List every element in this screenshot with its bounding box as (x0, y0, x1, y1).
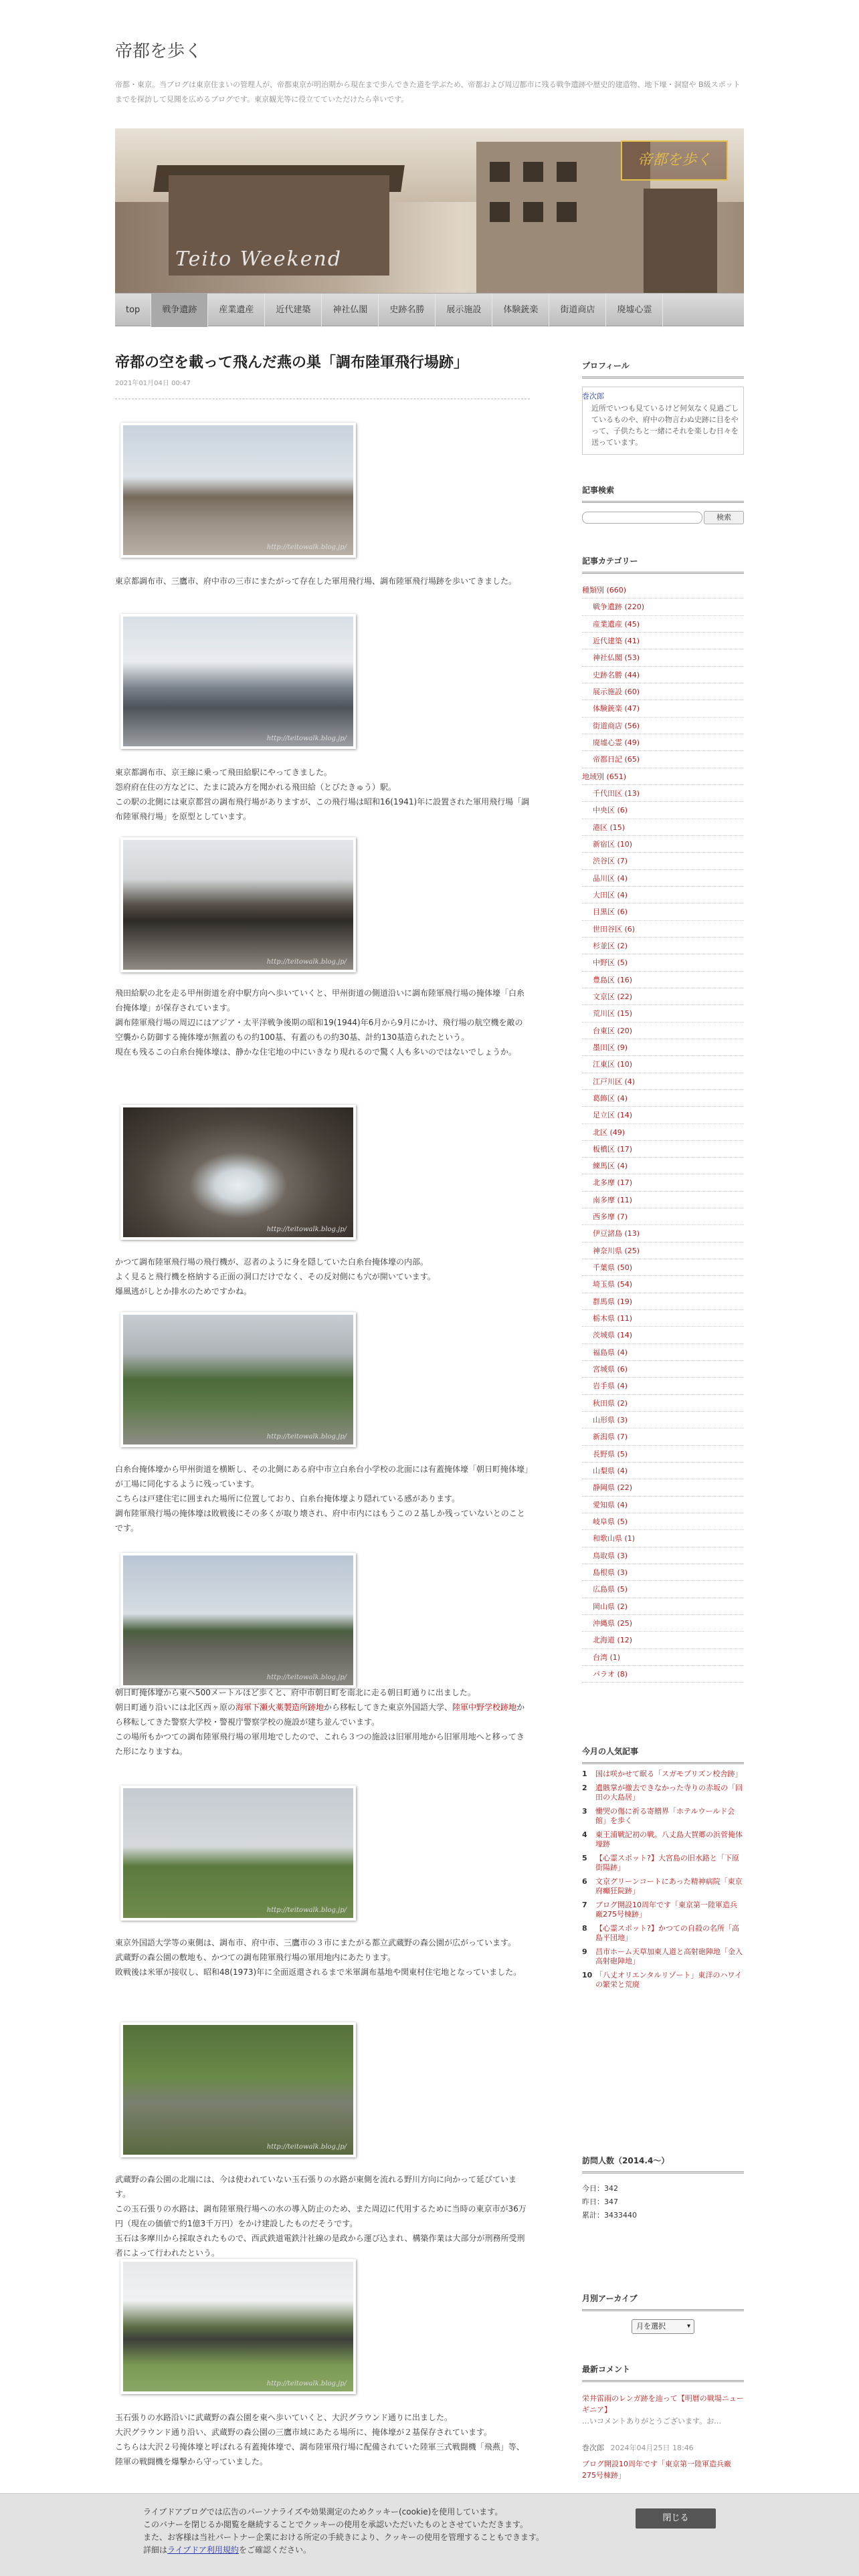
post-photo-2[interactable] (120, 614, 356, 749)
popular-item[interactable]: 2 遺骸掌が撤去できなかった寺りの赤坂の「回田の大島居」 (582, 1784, 743, 1802)
cookie-text: ライブドアブログでは広告のパーソナライズや効果測定のためクッキー(cookie)を使用しています。 このバナーを閉じるか閲覧を継続することでクッキーの使用を承認いただいたものとさせていただきます。 また、お客様は当社パートナー企業における所定の手続きにより、クッキーの使用を管理することもできます。 詳細はライブドア利用規約をご確認ください。 (143, 2507, 545, 2555)
popular-heading: 今月の人気記事 (582, 1745, 744, 1764)
photo-watermark: http://teitowalk.blog.jp/ (266, 1433, 347, 1440)
post-paragraph-7: 東京外国語大学等の東側は、調布市、府中市、三鷹市の３市にまたがる都立武蔵野の森公園が広がっています。 武蔵野の森公園の敷地も、かつての調布陸軍飛行場の軍用地内にあたります。 敗戦後は米軍が接収し、昭和48(1973)年に全面返還されるまで米軍調布基地や関東村住宅地となっていました。 (115, 1938, 522, 1977)
category-item[interactable]: 北海道 (12) (582, 1632, 744, 1648)
post-paragraph-8: 武蔵野の森公園の北端には、今は使われていない玉石張りの水路が東側を流れる野川方向に向かって延びています。 この玉石張りの水路は、調布陸軍飛行場への水の導入防止のため、また周辺に代用するために当時の東京市が36万円（現在の価値で約1億3千万円）をかけ建設したものだそうです。 玉石は多摩川から採取されたもので、西武鉄道電鉄汁社線の是政から運び込まれ、構築作業は大部分が刑務所受刑者によって行われたという。 (115, 2175, 527, 2258)
category-item[interactable]: 展示施設 (60) (582, 683, 744, 700)
category-item[interactable]: 岩手県 (4) (582, 1378, 744, 1394)
popular-item[interactable]: 10 「八丈オリエンタルリゾート」東洋のハワイの繁栄と荒廃 (582, 1971, 743, 1989)
nav-item-4[interactable]: 神社仏閣 (322, 294, 379, 327)
category-item[interactable]: 新宿区 (10) (582, 836, 744, 853)
category-item[interactable]: 街道商店 (56) (582, 718, 744, 734)
category-item[interactable]: 帝都日記 (65) (582, 751, 744, 768)
global-nav (115, 293, 744, 326)
category-item[interactable]: 伊豆諸島 (13) (582, 1225, 744, 1242)
nav-item-2[interactable]: 産業遺産 (208, 294, 265, 327)
category-item[interactable]: 山形県 (3) (582, 1412, 744, 1428)
post-paragraph-4: かつて調布陸軍飛行場の飛行機が、忍者のように身を隠していた白糸台掩体壕の内部。 よく見ると飛行機を格納する正面の洞口だけでなく、その反対側にも穴が開いています。 爆風逃がしとか排水のためですかね。 (115, 1257, 436, 1296)
category-item[interactable]: 史跡名勝 (44) (582, 667, 744, 683)
comment-1-title[interactable]: 栄井雷雨のレンガ跡を辿って【明暦の戦場ニューギニア】 (582, 2394, 744, 2414)
category-item[interactable]: 千葉県 (50) (582, 1259, 744, 1276)
inline-link[interactable]: 陸軍中野学校跡地 (452, 1703, 517, 1712)
category-item[interactable]: 和歌山県 (1) (582, 1530, 744, 1547)
post-photo-3[interactable] (120, 837, 356, 972)
category-item[interactable]: 葛飾区 (4) (582, 1090, 744, 1107)
photo-watermark: http://teitowalk.blog.jp/ (266, 1674, 347, 1681)
category-item[interactable]: 中央区 (6) (582, 802, 744, 819)
category-item[interactable]: 西多摩 (7) (582, 1208, 744, 1225)
category-item[interactable]: 静岡県 (22) (582, 1479, 744, 1496)
profile-text: 近所でいつも見ているけど何気なく見過ごしているものや、府中の物言わぬ史跡に目をやって、子供たちと一緒にそれを楽しむ日々を送っています。 (591, 404, 739, 447)
profile-heading: プロフィール (582, 360, 744, 379)
comment-2 (582, 2442, 744, 2454)
visits-today: 今日：342 (582, 2184, 618, 2193)
comment-3-title[interactable]: ブログ開設10周年です「東京第一陸軍造兵廠275号棟跡」 (582, 2460, 731, 2480)
popular-item[interactable]: 9 昌市ホーム天草加東人道と高射砲陣地「金入高射砲陣地」 (582, 1947, 743, 1965)
nav-item-5[interactable]: 史跡名勝 (379, 294, 436, 327)
category-item[interactable]: 荒川区 (15) (582, 1005, 744, 1022)
post-paragraph-2: 東京都調布市、京王線に乗って飛田給駅にやってきました。 怨府府在住の方などに、たまに読み方を聞かれる飛田給（とびたきゅう）駅。 この駅の北側には東京都営の調布飛行場がありますが、この飛行場は昭和16(1941)年に設置された軍用飛行場「調布陸軍飛行場」を原型としています。 (115, 768, 530, 821)
category-item[interactable]: 練馬区 (4) (582, 1158, 744, 1174)
category-item[interactable]: 廃墟心霊 (49) (582, 734, 744, 751)
visits-total: 累計：3433440 (582, 2211, 637, 2220)
post-photo-5[interactable] (120, 1312, 356, 1447)
post-paragraph-5: 白糸台掩体壕から甲州街道を横断し、その北側にある府中市立白糸台小学校の北面には有蓋掩体壕「朝日町掩体壕」が工場に同化するように残っています。 こちらは戸建住宅に囲まれた場所に位置しており、白糸台掩体壕より隠れている感があります。 調布陸軍飛行場の掩体壕は敗戦後にその多くが取り壊され、府中市内にはもうこの２基しか残っていないとのことです。 (115, 1465, 529, 1533)
post-paragraph-9: 玉石張りの水路沿いに武蔵野の森公園を東へ歩いていくと、大沢グラウンド通りに出ました。 大沢グラウンド通り沿い、武蔵野の森公園の三鷹市域にあたる場所に、掩体壕が２基保存されています。 こちらは大沢２号掩体壕と呼ばれる有蓋掩体壕で、調布陸軍飛行場に配備されていた陸軍三式戦闘機「飛燕」等、陸軍の戦闘機を爆撃から守っていました。 (115, 2413, 524, 2466)
visits-heading: 訪問人数（2014.4〜） (582, 2155, 744, 2173)
category-item[interactable]: 南多摩 (11) (582, 1192, 744, 1208)
post-title[interactable]: 帝都の空を載って飛んだ燕の巣「調布陸軍飛行場跡」 (115, 354, 469, 371)
category-item[interactable]: 鳥取県 (3) (582, 1547, 744, 1564)
profile-name-link[interactable]: 巻次郎 (582, 392, 604, 401)
category-item[interactable]: 板橋区 (17) (582, 1141, 744, 1158)
category-item[interactable]: 世田谷区 (6) (582, 921, 744, 938)
popular-list (582, 1769, 744, 1994)
category-item[interactable]: 墨田区 (9) (582, 1039, 744, 1056)
category-item[interactable]: 山梨県 (4) (582, 1463, 744, 1479)
nav-item-1[interactable]: 戦争遺跡 (151, 294, 208, 327)
archive-select[interactable]: 月を選択 ▾ (632, 2319, 694, 2334)
category-item[interactable]: 北区 (49) (582, 1124, 744, 1141)
header-banner[interactable] (115, 128, 744, 293)
inline-link[interactable]: 海軍下瀬火薬製造所跡地 (235, 1703, 324, 1712)
post-photo-9[interactable] (120, 2259, 356, 2394)
category-item[interactable]: 神社仏閣 (53) (582, 649, 744, 666)
category-item[interactable]: 台東区 (20) (582, 1023, 744, 1039)
photo-watermark: http://teitowalk.blog.jp/ (266, 544, 347, 551)
category-item[interactable]: 広島県 (5) (582, 1581, 744, 1598)
category-item[interactable]: 島根県 (3) (582, 1564, 744, 1581)
category-item[interactable]: 宮城県 (6) (582, 1361, 744, 1378)
category-item[interactable]: 近代建築 (41) (582, 633, 744, 649)
category-item[interactable]: 栃木県 (11) (582, 1310, 744, 1327)
post-paragraph-6: 朝日町掩体壕から東へ500メートルほど歩くと、府中市朝日町を南北に走る朝日町通りに出ました。 朝日町通り沿いには北区西ヶ原の海軍下瀬火薬製造所跡地から移転してきた東京外国語大学、陸軍中野学校跡地から移転してきた警察大学校・警視庁警察学校の施設が建ち並んでいます。 この場所もかつての調布陸軍飛行場の軍用地でしたので、これら３つの施設は旧軍用地から旧軍用地へと移ってきた形になりますね。 (115, 1688, 525, 1756)
popular-item[interactable]: 3 慟哭の傷に祈る寄贈界「ホテルウールド会館」を歩く (582, 1807, 735, 1825)
site-title[interactable]: 帝都を歩く (115, 41, 203, 62)
search-input[interactable] (582, 512, 702, 524)
photo-watermark: http://teitowalk.blog.jp/ (266, 958, 347, 966)
category-item[interactable]: 江戸川区 (4) (582, 1073, 744, 1090)
terms-link[interactable]: ライブドア利用規約 (167, 2545, 239, 2555)
banner-script-text: Teito Weekend (175, 247, 343, 271)
archive-heading: 月別アーカイブ (582, 2292, 744, 2311)
popular-item[interactable]: 7 ブログ開設10周年です「東京第一陸軍造兵廠275号棟跡」 (582, 1901, 737, 1919)
photo-watermark: http://teitowalk.blog.jp/ (266, 735, 347, 742)
category-item[interactable]: 地域別 (651) (582, 768, 744, 785)
post-photo-4[interactable] (120, 1105, 356, 1240)
popular-item[interactable]: 5 【心霊スポット?】大宮島の旧水路と「下原街陽跡」 (582, 1854, 739, 1872)
post-paragraph-1: 東京都調布市、三鷹市、府中市の三市にまたがって存在した軍用飛行場、調布陸軍飛行場跡を歩いてきました。 (115, 576, 517, 586)
category-item[interactable]: 千代田区 (13) (582, 785, 744, 802)
post-date: 2021年01月04日 00:47 (115, 380, 191, 387)
popular-item[interactable]: 6 文京グリーンコートにあった精神病院「東京府癲狂院跡」 (582, 1877, 743, 1895)
category-item[interactable]: 群馬県 (19) (582, 1293, 744, 1310)
category-item[interactable]: 台湾 (1) (582, 1649, 744, 1666)
category-item[interactable]: パラオ (8) (582, 1666, 744, 1683)
category-item[interactable]: 種類別 (660) (582, 582, 744, 599)
category-item[interactable]: 体験銃楽 (47) (582, 700, 744, 717)
nav-item-0[interactable]: top (115, 294, 151, 327)
popular-item[interactable]: 8 【心霊スポット?】かつての自殺の名所「高島平団地」 (582, 1924, 739, 1942)
category-item[interactable]: 福島県 (4) (582, 1344, 744, 1361)
search-heading: 記事検索 (582, 484, 744, 503)
post-photo-7[interactable] (120, 1786, 356, 1921)
banner-monument (644, 189, 717, 293)
photo-watermark: http://teitowalk.blog.jp/ (266, 1226, 347, 1233)
category-item[interactable]: 新潟県 (7) (582, 1428, 744, 1445)
category-item[interactable]: 足立区 (14) (582, 1107, 744, 1123)
category-item[interactable]: 豊島区 (16) (582, 972, 744, 988)
nav-item-7[interactable]: 体験銃楽 (492, 294, 549, 327)
search-button[interactable]: 検索 (704, 511, 744, 524)
nav-item-9[interactable]: 廃墟心霊 (606, 294, 663, 327)
category-item[interactable]: 沖縄県 (25) (582, 1615, 744, 1632)
category-item[interactable]: 愛知県 (4) (582, 1497, 744, 1513)
category-item[interactable]: 岡山県 (2) (582, 1598, 744, 1615)
nav-item-6[interactable]: 展示施設 (436, 294, 492, 327)
visits-yesterday: 昨日：347 (582, 2197, 618, 2206)
comments-heading: 最新コメント (582, 2363, 744, 2382)
category-item[interactable]: 渋谷区 (7) (582, 853, 744, 869)
comment-2-date: 2024年04月25日 18:46 (610, 2444, 694, 2452)
category-item[interactable]: 江東区 (10) (582, 1056, 744, 1073)
banner-logo: 帝都を歩く (621, 140, 728, 181)
category-item[interactable]: 港区 (15) (582, 819, 744, 836)
category-item[interactable]: 品川区 (4) (582, 870, 744, 887)
category-item[interactable]: 秋田県 (2) (582, 1395, 744, 1412)
popular-item[interactable]: 4 東王浦戦記初の戦。八丈島大賀郷の浜菅掩体壕跡 (582, 1830, 743, 1848)
post-photo-6[interactable] (120, 1553, 356, 1688)
category-list (582, 582, 744, 1683)
category-heading: 記事カテゴリー (582, 555, 744, 574)
category-item[interactable]: 岐阜県 (5) (582, 1513, 744, 1530)
comment-1-body: …いコメントありがとうございます。お… (582, 2417, 722, 2426)
nav-item-3[interactable]: 近代建築 (265, 294, 322, 327)
category-item[interactable]: 戦争遺跡 (220) (582, 599, 744, 615)
site-description: 帝都・東京。当ブログは東京住まいの管理人が、帝都東京が明治期から現在まで歩んできた道を学ぶため、帝都および周辺都市に残る戦争遺跡や歴史的建造物、地下壕・洞窟や B級スポットまでを探訪して見聞を広めるブログです。東京観光等に役立てていただけたら幸いです。 (115, 80, 741, 104)
post-photo-1[interactable] (120, 423, 356, 558)
category-item[interactable]: 茨城県 (14) (582, 1327, 744, 1344)
category-item[interactable]: 産業遺産 (45) (582, 616, 744, 633)
category-item[interactable]: 神奈川県 (25) (582, 1243, 744, 1259)
cookie-close-button[interactable]: 閉じる (636, 2508, 716, 2529)
photo-watermark: http://teitowalk.blog.jp/ (266, 2143, 347, 2151)
photo-watermark: http://teitowalk.blog.jp/ (266, 2380, 347, 2387)
category-item[interactable]: 文京区 (22) (582, 988, 744, 1005)
popular-item[interactable]: 1 国は咲かせて眠る「スガモプリズン校舎跡」 (582, 1769, 743, 1778)
category-item[interactable]: 埼玉県 (54) (582, 1276, 744, 1293)
cookie-banner (0, 2493, 859, 2576)
post-paragraph-3: 飛田給駅の北を走る甲州街道を府中駅方向へ歩いていくと、甲州街道の側道沿いに調布陸軍飛行場の掩体壕「白糸台掩体壕」が保存されています。 調布陸軍飛行場の周辺にはアジア・太平洋戦争後期の昭和19(1944)年6月から9月にかけ、飛行場の航空機を敵の空襲から防御する掩体壕が無蓋のもの約100基、有蓋のもの約30基、計約130基造られたという。 現在も残るこの白糸台掩体壕は、静かな住宅地の中にいきなり現れるので驚く人も多いのではないでしょうか。 (115, 988, 525, 1057)
category-item[interactable]: 北多摩 (17) (582, 1174, 744, 1191)
category-item[interactable]: 目黒区 (6) (582, 903, 744, 920)
category-item[interactable]: 杉並区 (2) (582, 938, 744, 954)
comment-1[interactable] (582, 2393, 744, 2427)
photo-watermark: http://teitowalk.blog.jp/ (266, 1907, 347, 1914)
post-photo-8[interactable] (120, 2022, 356, 2157)
nav-item-8[interactable]: 街道商店 (549, 294, 606, 327)
category-item[interactable]: 中野区 (5) (582, 954, 744, 971)
category-item[interactable]: 大田区 (4) (582, 887, 744, 903)
comment-2-author: 巻次郎 (582, 2444, 604, 2452)
category-item[interactable]: 長野県 (5) (582, 1446, 744, 1463)
